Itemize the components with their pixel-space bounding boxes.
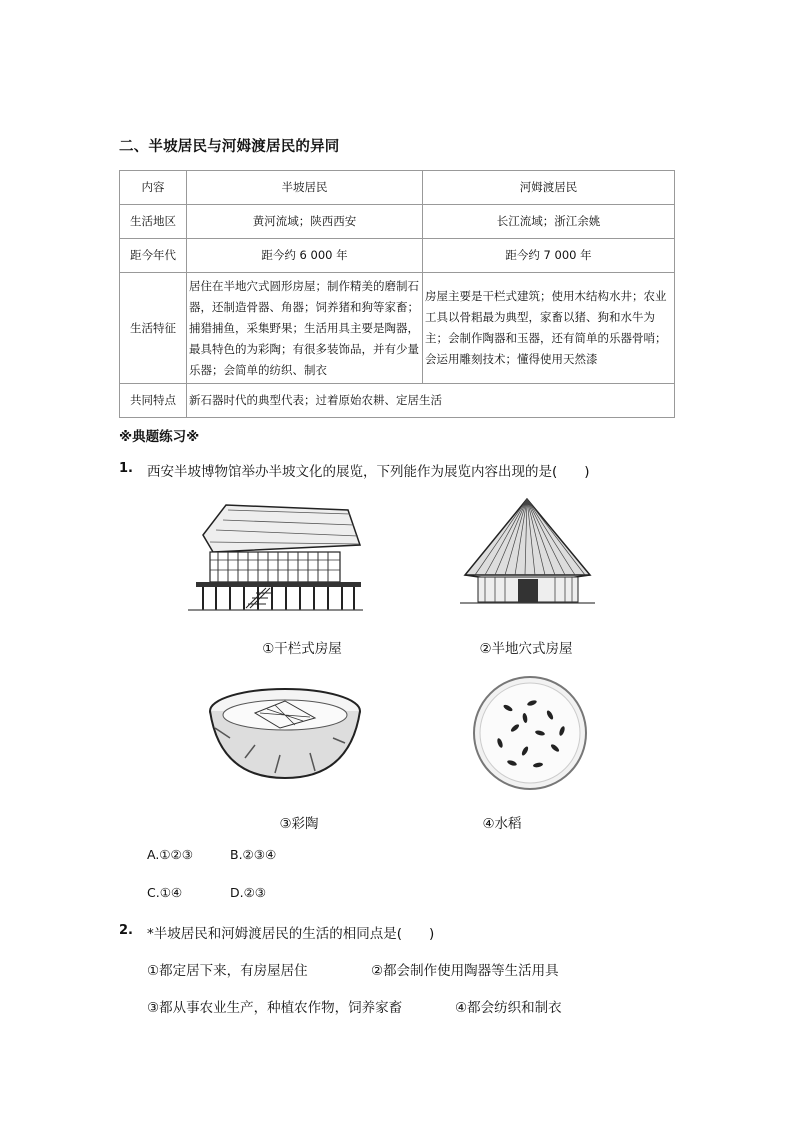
practice-title: ※典题练习※ [119, 429, 200, 445]
answer-option-c[interactable]: C.①④ [147, 885, 183, 900]
row-label: 距今年代 [120, 239, 187, 273]
statement-item: ②都会制作使用陶器等生活用具 [371, 963, 559, 979]
table-row [120, 273, 675, 384]
table-cell: 新石器时代的典型代表；过着原始农耕、定居生活 [187, 384, 675, 418]
image-caption: ④水稻 [482, 816, 522, 832]
table-row [120, 384, 675, 418]
table-cell: 黄河流域；陕西西安 [187, 205, 423, 239]
answer-option-b[interactable]: B.②③④ [230, 847, 277, 862]
question-text: *半坡居民和河姆渡居民的生活的相同点是( ) [147, 926, 435, 942]
table-cell: 房屋主要是干栏式建筑；使用木结构水井；农业工具以骨耜最为典型，家畜以猪、狗和水牛为主；会制作陶器和玉器，还有简单的乐器骨哨；会运用雕刻技术；懂得使用天然漆 [423, 273, 675, 384]
row-label: 生活特征 [120, 273, 187, 384]
header-cell: 内容 [120, 171, 187, 205]
question-number: 2. [119, 923, 133, 938]
question-text: 西安半坡博物馆举办半坡文化的展览，下列能作为展览内容出现的是( ) [147, 464, 590, 480]
table-row [120, 205, 675, 239]
section-title: 二、半坡居民与河姆渡居民的异同 [119, 139, 340, 155]
statement-item: ③都从事农业生产，种植农作物，饲养家畜 [147, 1000, 403, 1016]
stilt-house-image [188, 500, 363, 615]
image-caption: ①干栏式房屋 [262, 641, 342, 657]
row-label: 共同特点 [120, 384, 187, 418]
question-number: 1. [119, 461, 133, 476]
answer-option-a[interactable]: A.①②③ [147, 847, 193, 862]
table-row [120, 239, 675, 273]
statement-item: ④都会纺织和制衣 [455, 1000, 562, 1016]
table-cell: 居住在半地穴式圆形房屋；制作精美的磨制石器，还制造骨器、角器；饲养猪和狗等家畜；捕猎捕鱼，采集野果；生活用具主要是陶器，最具特色的为彩陶；有很多装饰品，并有少量乐器；会简单的纺织、制衣 [187, 273, 423, 384]
header-cell: 半坡居民 [187, 171, 423, 205]
table-cell: 长江流域；浙江余姚 [423, 205, 675, 239]
painted-pottery-image [205, 683, 365, 783]
image-caption: ②半地穴式房屋 [479, 641, 573, 657]
comparison-table [119, 170, 675, 418]
semi-subterranean-hut-image [460, 497, 595, 612]
answer-option-d[interactable]: D.②③ [230, 885, 267, 900]
table-header-row [120, 171, 675, 205]
header-cell: 河姆渡居民 [423, 171, 675, 205]
statement-item: ①都定居下来，有房屋居住 [147, 963, 308, 979]
table-cell: 距今约 6 000 年 [187, 239, 423, 273]
table-cell: 距今约 7 000 年 [423, 239, 675, 273]
image-caption: ③彩陶 [279, 816, 319, 832]
row-label: 生活地区 [120, 205, 187, 239]
rice-grains-image [470, 673, 590, 793]
